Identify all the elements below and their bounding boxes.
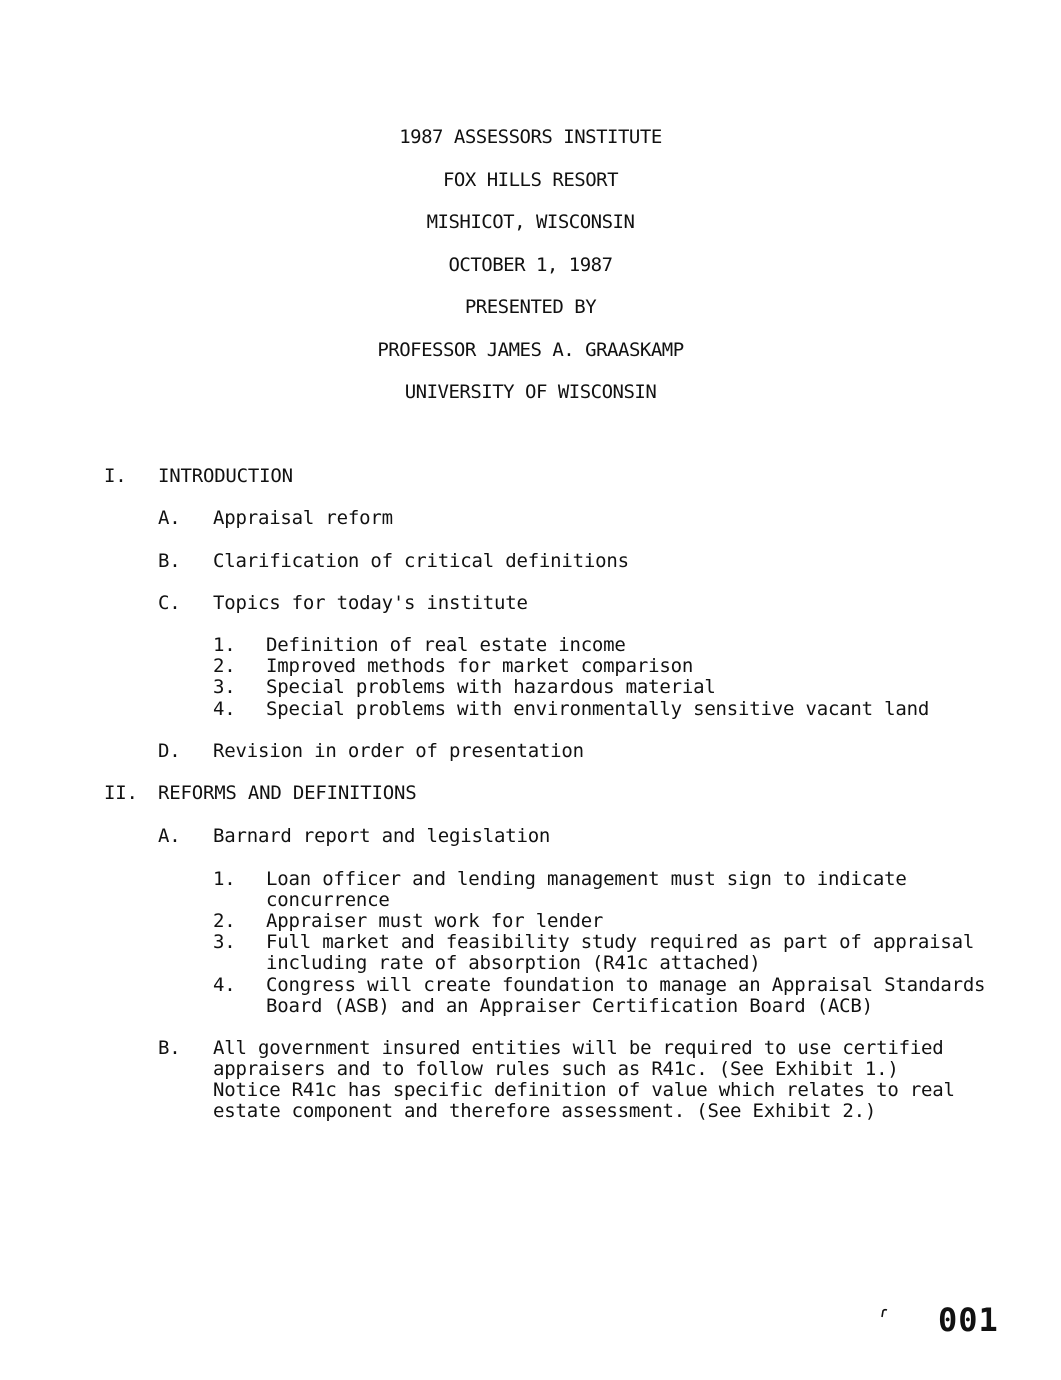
subitem-text: concurrence — [266, 889, 390, 911]
item-text: estate component and therefore assessment. (See Exhibit 2.) — [213, 1100, 877, 1122]
section-number: II. — [104, 782, 138, 804]
header-venue: FOX HILLS RESORT — [442, 169, 619, 191]
item-label: B. — [158, 1037, 181, 1059]
subitem-text: Full market and feasibility study required as part of appraisal — [266, 931, 975, 953]
item-label: B. — [158, 550, 181, 572]
subitem-text: Improved methods for market comparison — [266, 655, 694, 677]
item-label: A. — [158, 507, 181, 529]
subitem-text: Definition of real estate income — [266, 634, 626, 656]
item-text: Revision in order of presentation — [213, 740, 584, 762]
subitem-number: 2. — [213, 655, 236, 677]
item-label: A. — [158, 825, 181, 847]
subitem-text: Board (ASB) and an Appraiser Certification Board (ACB) — [266, 995, 873, 1017]
subitem-text: Loan officer and lending management must sign to indicate — [266, 868, 907, 890]
subitem-number: 2. — [213, 910, 236, 932]
subitem-number: 1. — [213, 868, 236, 890]
subitem-text: Special problems with hazardous material — [266, 676, 716, 698]
item-label: D. — [158, 740, 181, 762]
header-institute: 1987 ASSESSORS INSTITUTE — [399, 126, 662, 148]
item-text: appraisers and to follow rules such as R41c. (See Exhibit 1.) — [213, 1058, 899, 1080]
item-text: Topics for today's institute — [213, 592, 528, 614]
subitem-text: Special problems with environmentally sensitive vacant land — [266, 698, 930, 720]
header-presented-by: PRESENTED BY — [464, 296, 597, 318]
subitem-text: Congress will create foundation to manage an Appraisal Standards — [266, 974, 986, 996]
item-text: Notice R41c has specific definition of value which relates to real — [213, 1079, 955, 1101]
item-label: C. — [158, 592, 181, 614]
header-presenter: PROFESSOR JAMES A. GRAASKAMP — [377, 339, 684, 361]
header-date: OCTOBER 1, 1987 — [448, 254, 613, 276]
page-number: 001 — [938, 1301, 999, 1339]
subitem-text: including rate of absorption (R41c attached) — [266, 952, 761, 974]
subitem-number: 1. — [213, 634, 236, 656]
item-text: Barnard report and legislation — [213, 825, 551, 847]
header-university: UNIVERSITY OF WISCONSIN — [404, 381, 657, 403]
section-number: I. — [104, 465, 127, 487]
handwritten-mark-icon — [880, 1308, 888, 1318]
item-text: All government insured entities will be required to use certified — [213, 1037, 944, 1059]
subitem-text: Appraiser must work for lender — [266, 910, 604, 932]
subitem-number: 4. — [213, 974, 236, 996]
subitem-number: 4. — [213, 698, 236, 720]
subitem-number: 3. — [213, 676, 236, 698]
header-location: MISHICOT, WISCONSIN — [426, 211, 635, 233]
item-text: Appraisal reform — [213, 507, 393, 529]
section-title: REFORMS AND DEFINITIONS — [158, 782, 417, 804]
item-text: Clarification of critical definitions — [213, 550, 629, 572]
section-title: INTRODUCTION — [158, 465, 293, 487]
subitem-number: 3. — [213, 931, 236, 953]
